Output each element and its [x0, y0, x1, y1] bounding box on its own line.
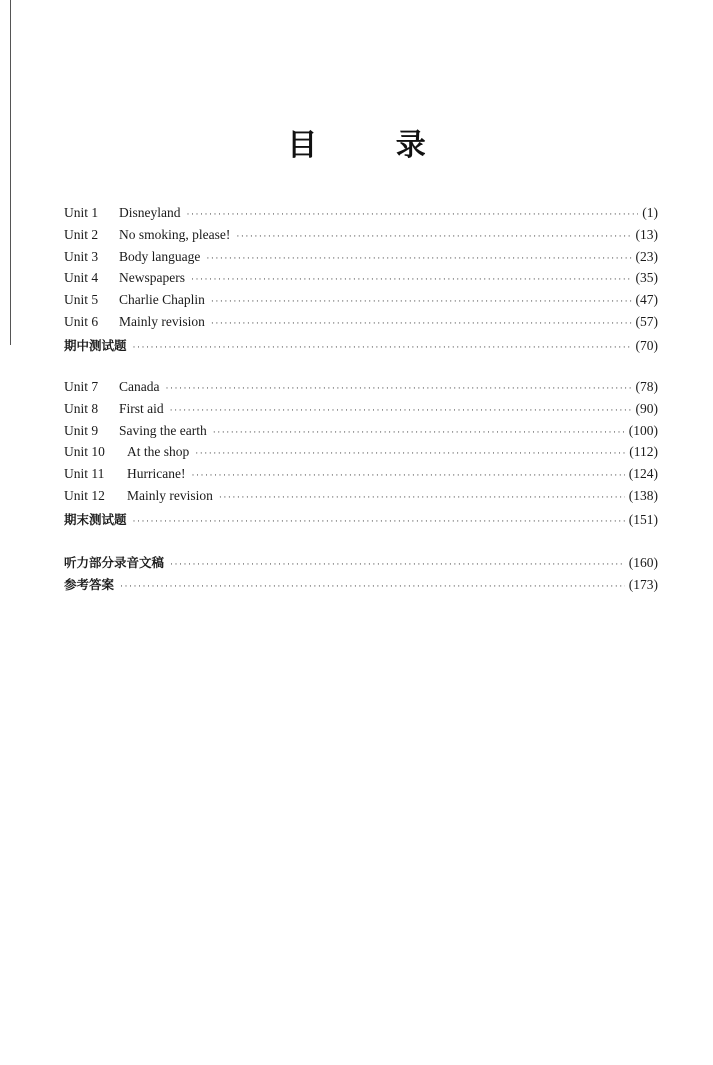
unit-title: Mainly revision [127, 487, 213, 503]
leader-dots [195, 448, 625, 458]
leader-dots [213, 427, 625, 437]
toc-entry [64, 444, 658, 466]
toc-entry-midterm [64, 336, 658, 358]
unit-number: Unit 4 [64, 270, 99, 286]
page-number: (151) [628, 511, 658, 527]
leader-dots [165, 383, 631, 393]
toc-entry-answers [64, 575, 658, 597]
unit-title: Disneyland [119, 205, 181, 220]
toc-entry [64, 401, 658, 423]
toc-entry [64, 488, 658, 510]
leader-dots [211, 296, 632, 306]
toc-entry [64, 227, 658, 249]
page-number: (1) [642, 205, 658, 220]
unit-title: Charlie Chaplin [119, 292, 205, 308]
toc-entry [64, 466, 658, 488]
toc-section-1 [64, 205, 658, 358]
unit-number: Unit 9 [64, 422, 99, 438]
page-number: (57) [635, 313, 658, 329]
leader-dots [206, 253, 631, 263]
leader-dots [170, 405, 632, 415]
unit-number: Unit 6 [64, 313, 99, 329]
unit-number: Unit 1 [64, 205, 99, 220]
unit-title: No smoking, please! [119, 226, 231, 242]
leader-dots [120, 581, 625, 591]
unit-title: At the shop [127, 444, 190, 460]
unit-number: Unit 2 [64, 226, 99, 242]
unit-title: Body language [119, 248, 201, 264]
leader-dots [211, 318, 632, 328]
leader-dots [191, 274, 632, 284]
page-number: (173) [628, 576, 658, 592]
page-number: (138) [628, 487, 658, 503]
page-number: (47) [635, 292, 658, 308]
toc-entry [64, 379, 658, 401]
final-exam-title: 期末测试题 [64, 511, 127, 527]
leader-dots [236, 231, 631, 241]
toc-section-2 [64, 379, 658, 532]
toc-entry [64, 314, 658, 336]
toc-entry-final [64, 510, 658, 532]
page-number: (23) [635, 248, 658, 264]
leader-dots [133, 342, 632, 352]
page-number: (13) [635, 226, 658, 242]
page-number: (160) [628, 555, 658, 570]
unit-number: Unit 8 [64, 400, 99, 416]
unit-title: Newspapers [119, 270, 185, 286]
unit-number: Unit 5 [64, 292, 99, 308]
leader-dots [219, 492, 625, 502]
listening-transcript-title: 听力部分录音文稿 [64, 555, 165, 570]
midterm-title: 期中测试题 [64, 337, 127, 353]
page-number: (35) [635, 270, 658, 286]
leader-dots [170, 559, 625, 569]
toc-entry [64, 205, 658, 227]
page-title: 目 录 [287, 128, 460, 163]
page-number: (70) [635, 337, 658, 353]
unit-title: Hurricane! [127, 466, 186, 482]
unit-number: Unit 11 [64, 466, 105, 482]
unit-number: Unit 10 [64, 444, 105, 460]
answer-key-title: 参考答案 [64, 576, 115, 592]
unit-title: First aid [119, 400, 164, 416]
unit-number: Unit 3 [64, 248, 99, 264]
toc-entry [64, 249, 658, 271]
page-number: (112) [629, 444, 658, 460]
page-number: (78) [635, 379, 658, 394]
toc-section-3 [64, 553, 658, 597]
toc-entry [64, 292, 658, 314]
unit-number: Unit 12 [64, 487, 105, 503]
page-number: (124) [628, 466, 658, 482]
leader-dots [191, 470, 624, 480]
toc-entry-listening [64, 553, 658, 575]
page-number: (90) [635, 400, 658, 416]
unit-title: Saving the earth [119, 422, 207, 438]
leader-dots [133, 516, 625, 526]
unit-title: Mainly revision [119, 313, 205, 329]
page-number: (100) [628, 422, 658, 438]
unit-number: Unit 7 [64, 379, 99, 394]
scan-edge-line [10, 0, 11, 345]
toc-entry [64, 423, 658, 445]
leader-dots [187, 209, 639, 219]
toc-entry [64, 270, 658, 292]
unit-title: Canada [119, 379, 160, 394]
